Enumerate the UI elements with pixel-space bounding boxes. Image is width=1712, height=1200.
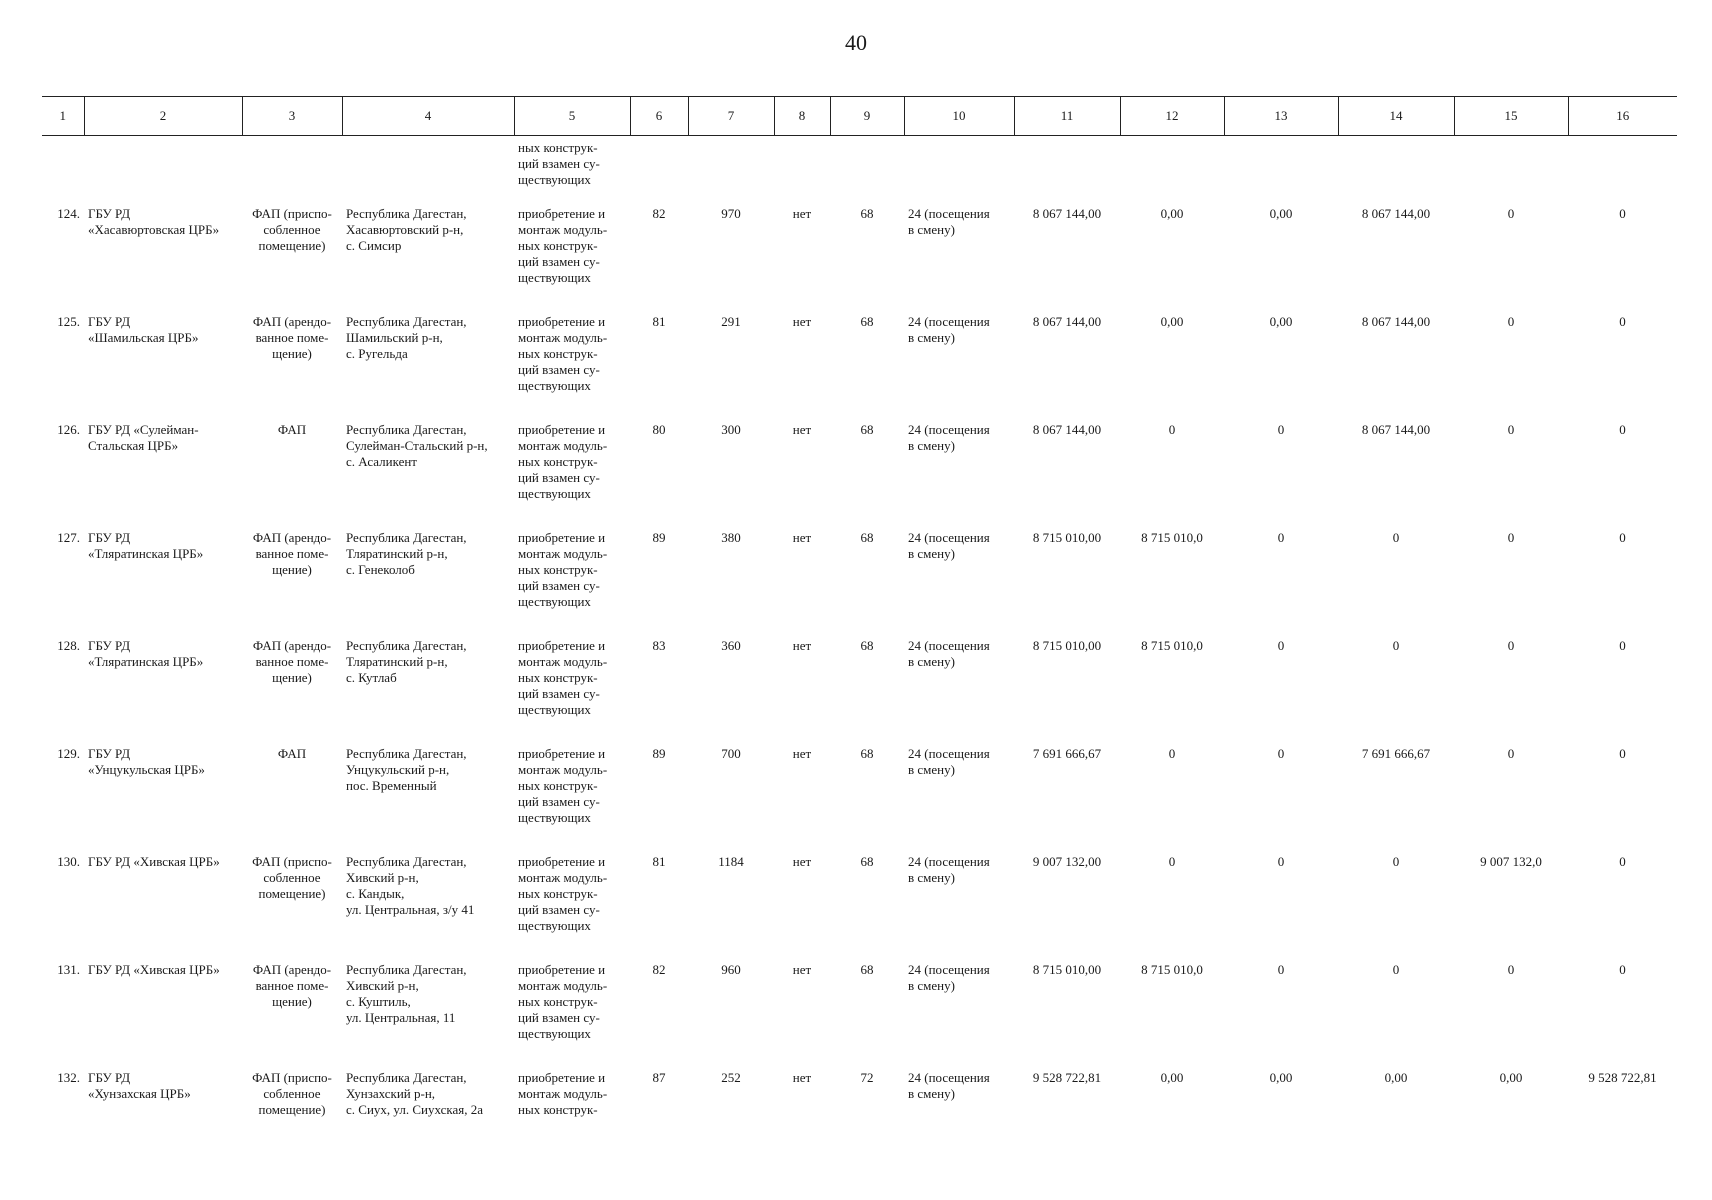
col-11-value: 9 528 722,81 <box>1032 1070 1102 1085</box>
column-header-16: 16 <box>1568 97 1677 136</box>
col-11-value: 8 067 144,00 <box>1032 422 1102 437</box>
col-14-value: 8 067 144,00 <box>1361 422 1431 437</box>
column-header-9: 9 <box>830 97 904 136</box>
work-type: приобретение и монтаж модуль- ных конструк- ций взамен су- ществующих <box>518 746 608 825</box>
col-14-value: 0,00 <box>1384 1070 1408 1085</box>
facility-type: ФАП (арендо- ванное поме- щение) <box>252 638 332 685</box>
organization: ГБУ РД «Сулейман- Стальская ЦРБ» <box>88 422 199 453</box>
table-row <box>42 848 1677 956</box>
work-type: приобретение и монтаж модуль- ных конструк- <box>518 1070 608 1117</box>
work-type: приобретение и монтаж модуль- ных конструк- ций взамен су- ществующих <box>518 854 608 933</box>
address: Республика Дагестан, Хасавюртовский р-н, с. Симсир <box>346 206 467 253</box>
facility-type: ФАП (арендо- ванное поме- щение) <box>252 314 332 361</box>
col-11-value: 8 067 144,00 <box>1032 314 1102 329</box>
col-6-value: 87 <box>652 1070 666 1085</box>
col-15-value: 9 007 132,0 <box>1480 854 1542 869</box>
table-row <box>42 1064 1677 1140</box>
table-body <box>42 136 1677 1141</box>
col-15-value: 0 <box>1507 530 1515 545</box>
column-header-15: 15 <box>1454 97 1568 136</box>
col-9-value: 68 <box>860 746 874 761</box>
col-12-value: 0 <box>1168 422 1176 437</box>
address: Республика Дагестан, Хунзахский р-н, с. Сиух, ул. Сиухская, 2а <box>346 1070 483 1117</box>
col-8-value: нет <box>792 422 812 437</box>
column-header-2: 2 <box>84 97 242 136</box>
address: Республика Дагестан, Хивский р-н, с. Кандык, ул. Центральная, з/у 41 <box>346 854 475 917</box>
col-6-value: 82 <box>652 206 666 221</box>
continuation-text: ных конструк- ций взамен су- ществующих <box>518 140 600 187</box>
col-8-value: нет <box>792 962 812 977</box>
col-11-value: 9 007 132,00 <box>1032 854 1102 869</box>
organization: ГБУ РД «Тляратинская ЦРБ» <box>88 638 204 669</box>
col-15-value: 0 <box>1507 314 1515 329</box>
col-10-value: 24 (посещения в смену) <box>908 422 990 453</box>
col-12-value: 8 715 010,0 <box>1141 962 1203 977</box>
col-7-value: 300 <box>721 422 741 437</box>
col-9-value: 68 <box>860 530 874 545</box>
col-11-value: 8 715 010,00 <box>1032 530 1102 545</box>
col-8-value: нет <box>792 206 812 221</box>
col-16-value: 0 <box>1619 314 1626 329</box>
col-15-value: 0,00 <box>1499 1070 1523 1085</box>
row-number: 124. <box>57 206 80 221</box>
row-number: 128. <box>57 638 80 653</box>
col-16-value: 0 <box>1619 530 1626 545</box>
col-15-value: 0 <box>1507 206 1515 221</box>
col-7-value: 700 <box>721 746 741 761</box>
col-10-value: 24 (посещения в смену) <box>908 854 990 885</box>
col-13-value: 0 <box>1277 530 1285 545</box>
col-10-value: 24 (посещения в смену) <box>908 206 990 237</box>
col-6-value: 81 <box>652 854 666 869</box>
column-header-10: 10 <box>904 97 1014 136</box>
row-number: 130. <box>57 854 80 869</box>
row-number: 132. <box>57 1070 80 1085</box>
col-7-value: 380 <box>721 530 741 545</box>
col-7-value: 1184 <box>718 854 744 869</box>
page-number: 40 <box>845 30 867 55</box>
table-row <box>42 956 1677 1064</box>
column-header-3: 3 <box>242 97 342 136</box>
address: Республика Дагестан, Тляратинский р-н, с. Генеколоб <box>346 530 467 577</box>
col-6-value: 89 <box>652 746 666 761</box>
col-16-value: 9 528 722,81 <box>1588 1070 1657 1085</box>
table-row <box>42 308 1677 416</box>
header-row <box>42 97 1677 136</box>
column-header-1: 1 <box>42 97 84 136</box>
col-9-value: 68 <box>860 854 874 869</box>
col-9-value: 68 <box>860 962 874 977</box>
facility-type: ФАП <box>277 746 307 761</box>
work-type: приобретение и монтаж модуль- ных конструк- ций взамен су- ществующих <box>518 530 608 609</box>
work-type: приобретение и монтаж модуль- ных конструк- ций взамен су- ществующих <box>518 422 608 501</box>
column-header-12: 12 <box>1120 97 1224 136</box>
col-14-value: 0 <box>1392 962 1400 977</box>
column-header-4: 4 <box>342 97 514 136</box>
address: Республика Дагестан, Унцукульский р-н, пос. Временный <box>346 746 467 793</box>
col-11-value: 8 715 010,00 <box>1032 962 1102 977</box>
col-12-value: 8 715 010,0 <box>1141 638 1203 653</box>
col-16-value: 0 <box>1619 422 1626 437</box>
col-9-value: 68 <box>860 638 874 653</box>
col-7-value: 360 <box>721 638 741 653</box>
address: Республика Дагестан, Тляратинский р-н, с. Кутлаб <box>346 638 467 685</box>
col-12-value: 0 <box>1168 854 1176 869</box>
column-header-5: 5 <box>514 97 630 136</box>
col-16-value: 0 <box>1619 854 1626 869</box>
organization: ГБУ РД «Хасавюртовская ЦРБ» <box>88 206 220 237</box>
col-15-value: 0 <box>1507 962 1515 977</box>
col-8-value: нет <box>792 1070 812 1085</box>
col-14-value: 8 067 144,00 <box>1361 206 1431 221</box>
column-header-14: 14 <box>1338 97 1454 136</box>
col-6-value: 80 <box>652 422 666 437</box>
col-9-value: 68 <box>860 314 874 329</box>
col-11-value: 8 715 010,00 <box>1032 638 1102 653</box>
col-13-value: 0,00 <box>1269 1070 1293 1085</box>
col-13-value: 0 <box>1277 746 1285 761</box>
col-10-value: 24 (посещения в смену) <box>908 530 990 561</box>
col-13-value: 0,00 <box>1269 314 1293 329</box>
work-type: приобретение и монтаж модуль- ных конструк- ций взамен су- ществующих <box>518 206 608 285</box>
work-type: приобретение и монтаж модуль- ных конструк- ций взамен су- ществующих <box>518 314 608 393</box>
col-8-value: нет <box>792 854 812 869</box>
col-6-value: 83 <box>652 638 666 653</box>
column-header-6: 6 <box>630 97 688 136</box>
table-row <box>42 632 1677 740</box>
column-header-8: 8 <box>774 97 830 136</box>
col-13-value: 0 <box>1277 854 1285 869</box>
col-13-value: 0,00 <box>1269 206 1293 221</box>
col-6-value: 81 <box>652 314 666 329</box>
address: Республика Дагестан, Шамильский р-н, с. Ругельда <box>346 314 467 361</box>
organization: ГБУ РД «Унцукульская ЦРБ» <box>88 746 205 777</box>
col-13-value: 0 <box>1277 638 1285 653</box>
col-10-value: 24 (посещения в смену) <box>908 746 990 777</box>
col-16-value: 0 <box>1619 746 1626 761</box>
col-10-value: 24 (посещения в смену) <box>908 314 990 345</box>
col-12-value: 8 715 010,0 <box>1141 530 1203 545</box>
facilities-table <box>42 96 1677 1140</box>
col-7-value: 970 <box>721 206 741 221</box>
work-type: приобретение и монтаж модуль- ных конструк- ций взамен су- ществующих <box>518 638 608 717</box>
col-16-value: 0 <box>1619 206 1626 221</box>
col-12-value: 0,00 <box>1160 1070 1184 1085</box>
col-12-value: 0,00 <box>1160 206 1184 221</box>
col-6-value: 89 <box>652 530 666 545</box>
row-number: 129. <box>57 746 80 761</box>
col-10-value: 24 (посещения в смену) <box>908 1070 990 1101</box>
table-row <box>42 416 1677 524</box>
col-8-value: нет <box>792 746 812 761</box>
col-12-value: 0 <box>1168 746 1176 761</box>
col-14-value: 0 <box>1392 638 1400 653</box>
table-row <box>42 200 1677 308</box>
col-10-value: 24 (посещения в смену) <box>908 638 990 669</box>
col-14-value: 0 <box>1392 854 1400 869</box>
col-8-value: нет <box>792 530 812 545</box>
col-8-value: нет <box>792 314 812 329</box>
facility-type: ФАП (приспо- собленное помещение) <box>252 854 332 901</box>
facility-type: ФАП (арендо- ванное поме- щение) <box>252 962 332 1009</box>
work-type: приобретение и монтаж модуль- ных конструк- ций взамен су- ществующих <box>518 962 608 1041</box>
continuation-row <box>42 136 1677 201</box>
col-11-value: 8 067 144,00 <box>1032 206 1102 221</box>
organization: ГБУ РД «Шамильская ЦРБ» <box>88 314 199 345</box>
facility-type: ФАП <box>277 422 307 437</box>
col-15-value: 0 <box>1507 746 1515 761</box>
col-14-value: 8 067 144,00 <box>1361 314 1431 329</box>
col-6-value: 82 <box>652 962 666 977</box>
col-7-value: 291 <box>721 314 741 329</box>
col-14-value: 0 <box>1392 530 1400 545</box>
organization: ГБУ РД «Хунзахская ЦРБ» <box>88 1070 191 1101</box>
col-11-value: 7 691 666,67 <box>1032 746 1102 761</box>
col-9-value: 68 <box>860 206 874 221</box>
col-10-value: 24 (посещения в смену) <box>908 962 990 993</box>
facility-type: ФАП (арендо- ванное поме- щение) <box>252 530 332 577</box>
organization: ГБУ РД «Хивская ЦРБ» <box>88 854 220 869</box>
col-8-value: нет <box>792 638 812 653</box>
column-header-13: 13 <box>1224 97 1338 136</box>
address: Республика Дагестан, Сулейман-Стальский р-н, с. Асаликент <box>346 422 488 469</box>
organization: ГБУ РД «Тляратинская ЦРБ» <box>88 530 204 561</box>
facility-type: ФАП (приспо- собленное помещение) <box>252 1070 332 1117</box>
table-row <box>42 740 1677 848</box>
col-7-value: 960 <box>721 962 741 977</box>
row-number: 127. <box>57 530 80 545</box>
facility-type: ФАП (приспо- собленное помещение) <box>252 206 332 253</box>
col-13-value: 0 <box>1277 962 1285 977</box>
col-7-value: 252 <box>721 1070 741 1085</box>
column-header-7: 7 <box>688 97 774 136</box>
column-header-11: 11 <box>1014 97 1120 136</box>
row-number: 125. <box>57 314 80 329</box>
row-number: 126. <box>57 422 80 437</box>
address: Республика Дагестан, Хивский р-н, с. Куштиль, ул. Центральная, 11 <box>346 962 467 1025</box>
col-14-value: 7 691 666,67 <box>1361 746 1431 761</box>
col-13-value: 0 <box>1277 422 1285 437</box>
col-9-value: 72 <box>860 1070 874 1085</box>
table-row <box>42 524 1677 632</box>
col-15-value: 0 <box>1507 638 1515 653</box>
row-number: 131. <box>57 962 80 977</box>
col-16-value: 0 <box>1619 962 1626 977</box>
col-16-value: 0 <box>1619 638 1626 653</box>
col-12-value: 0,00 <box>1160 314 1184 329</box>
organization: ГБУ РД «Хивская ЦРБ» <box>88 962 220 977</box>
col-9-value: 68 <box>860 422 874 437</box>
col-15-value: 0 <box>1507 422 1515 437</box>
